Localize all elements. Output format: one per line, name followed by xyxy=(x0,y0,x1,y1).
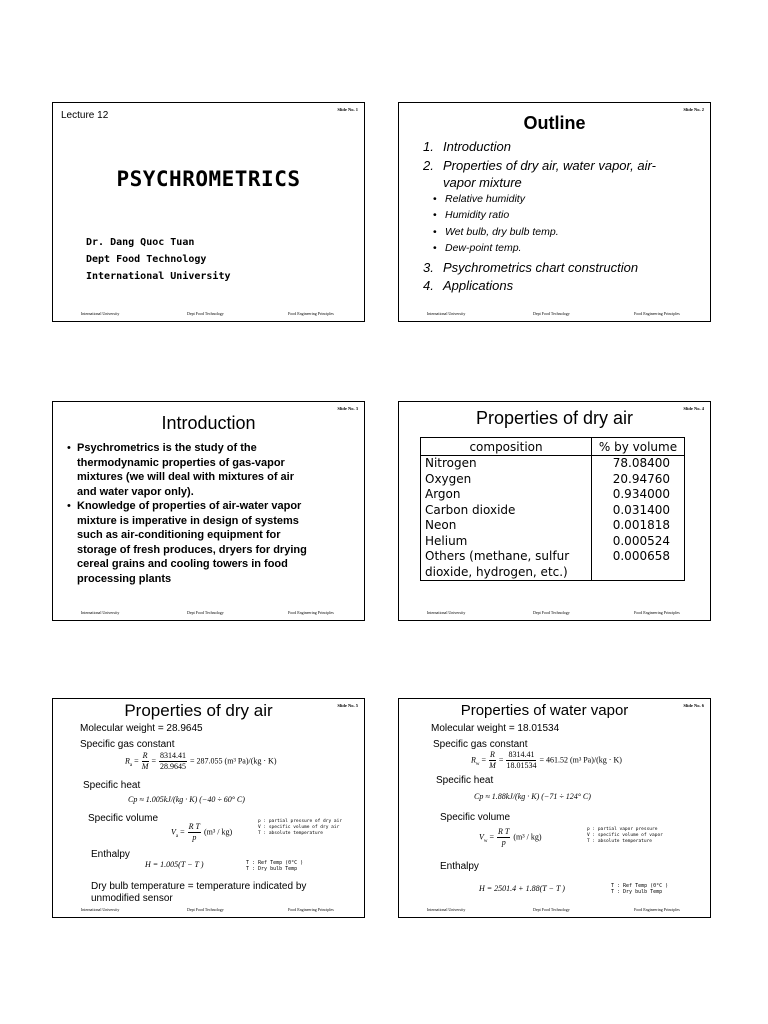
footer-right: Food Engineering Principles xyxy=(288,311,334,316)
author-university: International University xyxy=(86,271,231,282)
enthalpy-notes: T : Ref Temp (0°C ) T : Dry bulb Temp xyxy=(246,860,304,872)
specific-volume-label: Specific volume xyxy=(88,813,159,824)
table-row: Carbon dioxide 0.031400 xyxy=(421,503,685,519)
footer-center: Dept Food Technology xyxy=(533,907,570,912)
slide-4 xyxy=(398,401,711,621)
footer-center: Dept Food Technology xyxy=(533,610,570,615)
slide-footer xyxy=(53,907,364,914)
specific-heat-label: Specific heat xyxy=(83,780,141,791)
table-row: Neon 0.001818 xyxy=(421,518,685,534)
dry-bulb-definition: Dry bulb temperature = temperature indicated by unmodified sensor xyxy=(91,881,307,904)
footer-center: Dept Food Technology xyxy=(187,610,224,615)
slide-footer xyxy=(53,610,364,617)
specific-heat-equation: Cp ≈ 1.005kJ/(kg · K) (−40 ÷ 60° C) xyxy=(128,795,245,804)
footer-center: Dept Food Technology xyxy=(187,311,224,316)
enthalpy-equation: H = 2501.4 + 1.88(T − T ) xyxy=(479,884,565,893)
footer-left: International University xyxy=(81,311,120,316)
slide-number: Slide No. 4 xyxy=(683,406,704,411)
footer-right: Food Engineering Principles xyxy=(288,610,334,615)
footer-left: International University xyxy=(81,907,120,912)
slide-number: Slide No. 1 xyxy=(337,107,358,112)
lecture-label: Lecture 12 xyxy=(61,110,109,121)
slide-title: Properties of dry air xyxy=(124,701,273,720)
slide-title: PSYCHROMETRICS xyxy=(116,167,301,191)
specific-volume-label: Specific volume xyxy=(440,812,511,823)
author-name: Dr. Dang Quoc Tuan xyxy=(86,237,195,248)
bullet-paragraph: • Psychrometrics is the study of the thermodynamic properties of gas-vapor mixtures (we will deal with mixtures of air and water vapor only). xyxy=(67,442,295,498)
footer-right: Food Engineering Principles xyxy=(634,311,680,316)
footer-center: Dept Food Technology xyxy=(187,907,224,912)
slide-footer xyxy=(399,907,710,914)
slide-number: Slide No. 2 xyxy=(683,107,704,112)
table-row: Others (methane, sulfur 0.000658 xyxy=(421,549,685,565)
footer-left: International University xyxy=(427,907,466,912)
slide-title: Properties of dry air xyxy=(475,408,634,428)
table-header: composition xyxy=(421,438,592,456)
table-row: Argon 0.934000 xyxy=(421,487,685,503)
footer-left: International University xyxy=(427,311,466,316)
slide-3 xyxy=(52,401,365,621)
table-header: % by volume xyxy=(592,438,685,456)
slide-5 xyxy=(52,698,365,918)
slide-footer xyxy=(53,311,364,318)
enthalpy-label: Enthalpy xyxy=(440,861,479,872)
bullet-paragraph: • Knowledge of properties of air-water vapor mixture is imperative in design of systems such as air-conditioning equipment for storage of fresh produces, dryers for drying cereal grains and cooling towers in food processing plants xyxy=(67,500,307,585)
table-row: Nitrogen 78.08400 xyxy=(421,456,685,472)
footer-left: International University xyxy=(81,610,120,615)
molecular-weight: Molecular weight = 28.9645 xyxy=(80,723,203,734)
gas-constant-equation: $R_w$ = $\frac{R}{M}$ = $\frac{8314.41}{18.01534}$ = 461.52 (m³ Pa)/(kg · K) xyxy=(471,750,622,770)
specific-heat-equation: Cp ≈ 1.88kJ/(kg · K) (−71 ÷ 124° C) xyxy=(474,792,591,801)
slide-number: Slide No. 5 xyxy=(337,703,358,708)
table-row: dioxide, hydrogen, etc.) xyxy=(421,565,685,581)
slide-footer xyxy=(399,311,710,318)
slide-title: Introduction xyxy=(161,413,256,433)
specific-volume-equation: $V_a$ = $\frac{\text{R T}}{p}$ (m³ / kg) xyxy=(171,822,233,842)
slide-1 xyxy=(52,102,365,322)
specific-volume-equation: $V_w$ = $\frac{\text{R T}}{p}$ (m³ / kg) xyxy=(479,827,542,847)
volume-notes: p : partial vapor pressure V : specific volume of vapor T : absolute temperature xyxy=(587,827,663,844)
enthalpy-equation: H = 1.005(T − T ) xyxy=(145,860,204,869)
slide-footer xyxy=(399,610,710,617)
specific-heat-label: Specific heat xyxy=(436,775,494,786)
table-row: Helium 0.000524 xyxy=(421,534,685,550)
gas-constant-label: Specific gas constant xyxy=(80,739,175,750)
slide-6 xyxy=(398,698,711,918)
author-department: Dept Food Technology xyxy=(86,254,207,265)
table-row: Oxygen 20.94760 xyxy=(421,472,685,488)
footer-right: Food Engineering Principles xyxy=(634,907,680,912)
slide-title: Properties of water vapor xyxy=(460,702,629,719)
footer-right: Food Engineering Principles xyxy=(288,907,334,912)
slide-2: Slide No. 2 Outline 1. Introduction 2. Properties of dry air, water vapor, air- vapor mixture • Relative humidity • Humidity ratio • Wet bulb, dry bulb temp. • Dew-point temp. 3. Psychrometrics chart construction 4. Applications International University Dept Food Technology Food Engineering Principles xyxy=(398,102,711,322)
slide-title: Outline xyxy=(523,113,586,133)
enthalpy-notes: T : Ref Temp (0°C ) T : Dry bulb Temp xyxy=(611,883,669,895)
gas-constant-equation: $R_a$ = $\frac{R}{M}$ = $\frac{8314.41}{28.9645}$ = 287.055 (m³ Pa)/(kg · K) xyxy=(125,751,277,771)
volume-notes: p : partial pressure of dry air V : specific volume of dry air T : absolute temperature xyxy=(258,819,342,836)
slide-number: Slide No. 6 xyxy=(683,703,704,708)
footer-center: Dept Food Technology xyxy=(533,311,570,316)
footer-right: Food Engineering Principles xyxy=(634,610,680,615)
enthalpy-label: Enthalpy xyxy=(91,849,130,860)
gas-constant-label: Specific gas constant xyxy=(433,739,528,750)
footer-left: International University xyxy=(427,610,466,615)
molecular-weight: Molecular weight = 18.01534 xyxy=(431,723,560,734)
slide-number: Slide No. 3 xyxy=(337,406,358,411)
composition-table xyxy=(420,437,685,581)
